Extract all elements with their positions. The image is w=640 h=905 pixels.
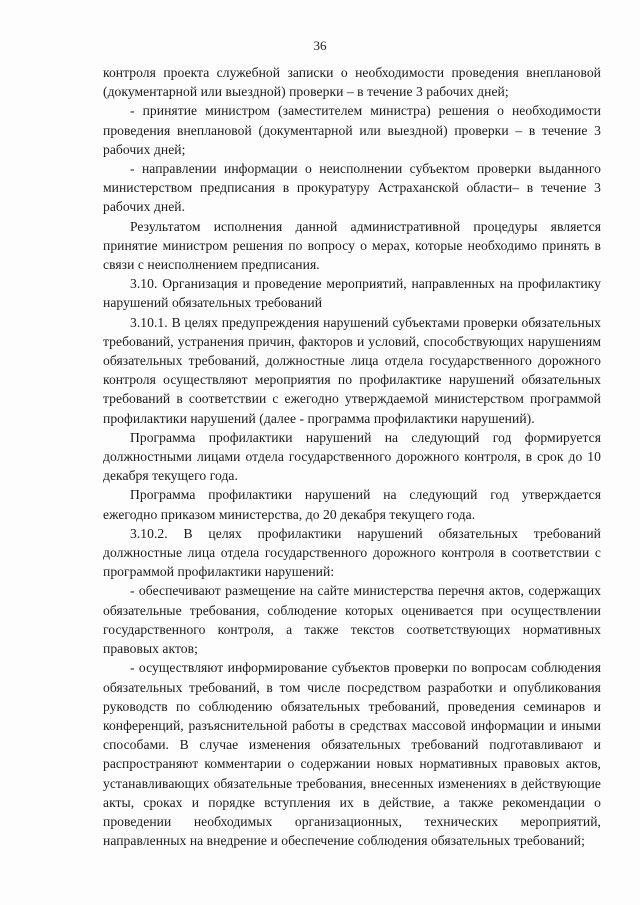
paragraph-list-item: - направлении информации о неисполнении субъектом проверки выданного министерством предписания в прокуратуру Астраханской области– в течение 3 рабочих дней. <box>103 161 601 215</box>
paragraph-list-item: - осуществляют информирование субъектов проверки по вопросам соблюдения обязательных требований, в том числе посредством разработки и опубликования руководств по соблюдению обязательных требований, проведения семинаров и конференций, разъяснительной работы в средствах массовой информации и иными способами. В случае изменения обязательных требований подготавливают и распространяют комментарии о содержании новых нормативных правовых актов, устанавливающих обязательные требования, внесенных изменениях в действующие акты, сроках и порядке вступления их в действие, а также рекомендации о проведении необходимых организационных, технических мероприятий, направленных на внедрение и обеспечение соблюдения обязательных требований; <box>103 660 601 849</box>
paragraph-result: Результатом исполнения данной административной процедуры является принятие министром решения по вопросу о мерах, которые необходимо принять в связи с неисполнением предписания. <box>103 218 601 273</box>
paragraph-3-10-1: 3.10.1. В целях предупреждения нарушений субъектами проверки обязательных требований, устранения причин, факторов и условий, способствующих нарушениям обязательных требований, должностные лица отдела государственного дорожного контроля осуществляют мероприятия по профилактике нарушений обязательных требований в соответствии с ежегодно утверждаемой министерством программой профилактики нарушений (далее - программа профилактики нарушений). <box>103 314 601 426</box>
paragraph: Программа профилактики нарушений на следующий год утверждается ежегодно приказом министерства, до 20 декабря текущего года. <box>103 487 601 522</box>
document-body <box>103 63 601 850</box>
paragraph-3-10-2: 3.10.2. В целях профилактики нарушений обязательных требований должностные лица отдела государственного дорожного контроля в соответствии с программой профилактики нарушений: <box>103 525 601 580</box>
paragraph: Программа профилактики нарушений на следующий год формируется должностными лицами отдела государственного дорожного контроля, в срок до 10 декабря текущего года. <box>103 429 601 484</box>
section-heading-3-10: 3.10. Организация и проведение мероприятий, направленных на профилактику нарушений обязательных требований <box>103 276 601 311</box>
paragraph-list-item: - принятие министром (заместителем министра) решения о необходимости проведения внеплановой (документарной или выездной) проверки – в течение 3 рабочих дней; <box>103 103 601 157</box>
page-number: 36 <box>313 38 327 53</box>
paragraph-continuation: контроля проекта служебной записки о необходимости проведения внеплановой (документарной или выездной) проверки – в течение 3 рабочих дней; <box>103 65 601 100</box>
paragraph-list-item: - обеспечивают размещение на сайте министерства перечня актов, содержащих обязательные требования, соблюдение которых оценивается при осуществлении государственного контроля, а также текстов соответствующих нормативных правовых актов; <box>103 583 601 657</box>
